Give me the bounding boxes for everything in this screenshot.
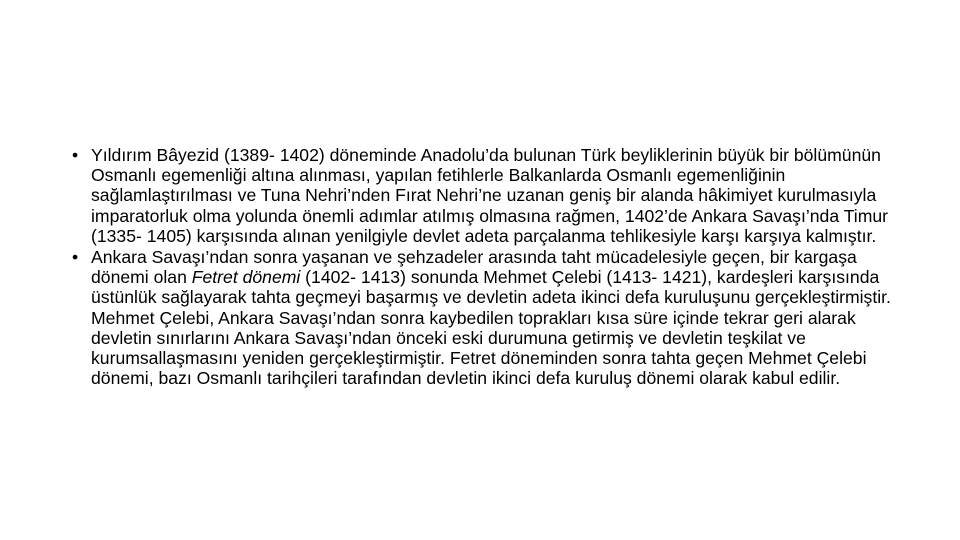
bullet-text-before: Ankara Savaşı’ndan sonra yaşanan ve şehzadeler arasında taht mücadelesiyle geçen, bir kargaşa dönemi olan — [91, 247, 857, 288]
bullet-text: Yıldırım Bâyezid (1389- 1402) döneminde Anadolu’da bulunan Türk beyliklerinin büyük bir bölümünün Osmanlı egemenliği altına alınması, yapılan fetihlerle Balkanlarda Osmanlı egemenliğinin sağlamlaştırılması ve Tuna Nehri’nden Fırat Nehri’ne uzanan geniş bir alanda hâkimiyet kurulmasıyla imparatorluk olma yolunda önemli adımlar atılmış olmasına rağmen, 1402’de Ankara Savaşı’nda Timur (1335- 1405) karşısında alınan yenilgiyle devlet adeta parçalanma tehlikesiyle karşı karşıya kalmıştır. — [91, 145, 888, 246]
bullet-text-italic: Fetret dönemi — [191, 267, 301, 288]
bullet-item-2 — [72, 247, 892, 388]
bullet-list — [72, 145, 892, 389]
bullet-item-1 — [72, 145, 892, 246]
bullet-icon: • — [72, 247, 79, 268]
bullet-text-after: (1402- 1413) sonunda Mehmet Çelebi (1413- 1421), kardeşleri karşısında üstünlük sağlayarak tahta geçmeyi başarmış ve devletin adeta ikinci defa kuruluşunu gerçekleştirmiştir. Mehmet Çelebi, Ankara Savaşı’ndan sonra kaybedilen toprakları kısa süre içinde tekrar geri alarak devletin sınırlarını Ankara Savaşı’ndan önceki eski durumuna getirmiş ve devletin teşkilat ve kurumsallaşmasını yeniden gerçekleştirmiştir. Fetret döneminden sonra tahta geçen Mehmet Çelebi dönemi, bazı Osmanlı tarihçileri tarafından devletin ikinci defa kuruluş dönemi olarak kabul edilir. — [91, 267, 891, 389]
bullet-icon: • — [72, 145, 79, 165]
